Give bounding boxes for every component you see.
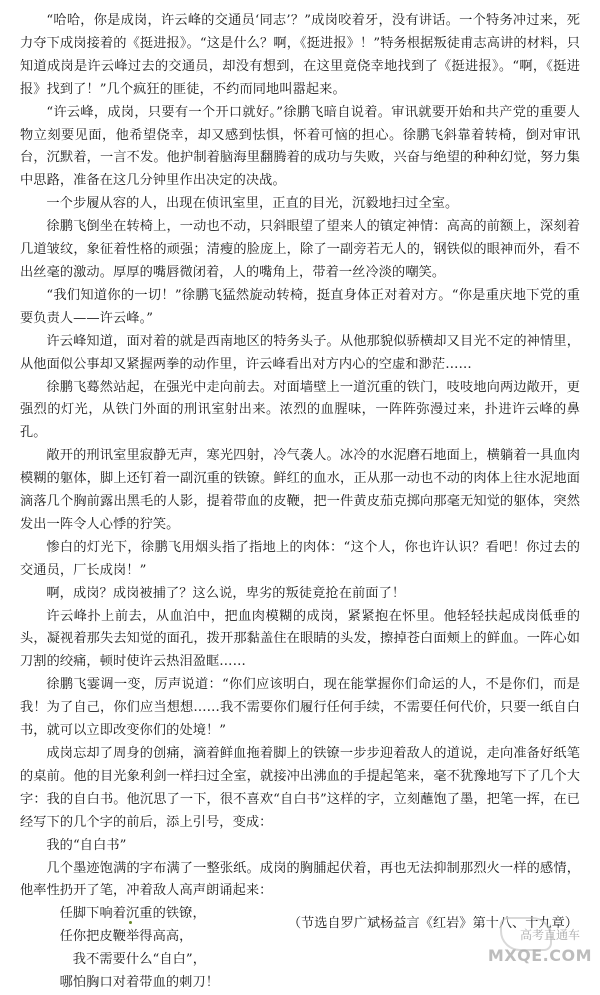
paragraph: 许云峰扑上前去，从血泊中，把血肉模糊的成岗，紧紧抱在怀里。他轻轻扶起成岗低垂的头，凝视着那失去知觉的面孔，拨开那黏盖住在眼睛的头发，擦掉苍白面颊上的鲜血。一阵心如刀割的绞痛，顿时使许云热泪盈眶…… bbox=[20, 608, 580, 670]
watermark-en-text: MXQE.COM bbox=[487, 946, 592, 965]
watermark-logo bbox=[482, 905, 592, 965]
paragraph: 成岗忘却了周身的创痛，滴着鲜血拖着脚上的铁镣一步步迎着敌人的道说，走向准备好纸笔的桌前。他的目光象利剑一样扫过全室，就接冲出沸血的手提起笔来，毫不犹豫地写下了几个大字：我的自白书。他沉思了一下，很不喜欢“自白书”这样的字，立刻蘸饱了墨，把笔一挥，在已经写下的几个字的前后，添上引号，变成： bbox=[20, 746, 580, 830]
poem-line: 哪怕胸口对着带血的刺刀！ bbox=[59, 975, 220, 991]
paragraph: 徐鹏飞倒坐在转椅上，一动也不动，只斜眼望了望来人的镇定神情：高高的前额上，深刻着几道皱纹，象征着性格的顽强；清瘦的脸庞上，除了一副旁若无人的，钢铁似的眼神而外，看不出丝毫的激动。厚厚的嘴唇微闭着，人的嘴角上，带着一丝冷淡的嘲笑。 bbox=[20, 219, 580, 280]
paragraph: 一个步履从容的人，出现在侦讯室里，正直的目光，沉毅地扫过全室。 bbox=[46, 196, 459, 212]
paragraph: 徐鹏飞蓦然站起，在强光中走向前去。对面墙壁上一道沉重的铁门，吱吱地向两边敞开，更强烈的灯光，从铁门外面的刑讯室射出来。浓烈的血腥味，一阵阵弥漫过来，扑进许云峰的鼻孔。 bbox=[20, 379, 580, 441]
poem-line: 任脚下响着沉重的铁镣， bbox=[59, 906, 206, 922]
poem-line: 我不需要什么“自白”， bbox=[72, 952, 207, 968]
paragraph-title-line: 我的“自白书” bbox=[46, 837, 127, 853]
poem-line: 任你把皮鞭举得高高， bbox=[59, 929, 193, 945]
paragraph: 几个墨迹饱满的字布满了一整张纸。成岗的胸脯起伏着，再也无法抑制那烈火一样的感情，他率性扔开了笔，冲着敌人高声朗诵起来： bbox=[20, 860, 580, 899]
paragraph: “许云峰，成岗，只要有一个开口就好。”徐鹏飞暗自说着。审讯就要开始和共产党的重要人物立刻要见面，他希望侥幸，却又感到怯惧，怀着可恼的担心。徐鹏飞斜靠着转椅，倒对审讯台，沉默着，一言不发。他护制着脑海里翻腾着的成功与失败，兴奋与绝望的种种幻觉，努力集中思路，准备在这几分钟里作出决定的决战。 bbox=[20, 104, 580, 189]
paragraph: 惨白的灯光下，徐鹏飞用烟头指了指地上的肉体：“这个人，你也许认识？看吧！你过去的交通员，厂长成岗！” bbox=[20, 539, 580, 578]
source-credit: （节选自罗广斌杨益言《红岩》第十八、十九章） bbox=[287, 915, 578, 930]
paragraph: 许云峰知道，面对着的就是西南地区的特务头子。从他那貌似骄横却又目光不定的神情里，从他面似公事却又紧握两拳的动作里，许云峰看出对方内心的空虚和渺茫…… bbox=[20, 333, 580, 372]
paragraph: 敞开的刑讯室里寂静无声，寒光四射，冷气袭人。冰冷的水泥磨石地面上，横躺着一具血肉模糊的躯体，脚上还钉着一副沉重的铁镣。鲜红的血水，正从那一动也不动的肉体上往水泥地面滴落几个胸前露出黑毛的人影，提着带血的皮鞭，把一件黄皮茄克掷向那毫无知觉的躯体，突然发出一阵令人心悸的狞笑。 bbox=[20, 448, 580, 532]
paragraph: “哈哈，你是成岗，许云峰的交通员‘同志’？”成岗咬着牙，没有讲话。一个特务冲过来，死力夺下成岗接着的《挺进报》。“这是什么？啊，《挺进报》！”特务根据叛徒甫志高讲的材料，只知道成岗是许云峰过去的交通员，却没有想到，在这里竟侥幸地找到了《挺进报》。“啊，《挺进报》找到了！”几个疯狂的匪徒，不约而同地叫嚣起来。 bbox=[20, 13, 580, 97]
paragraph: “我们知道你的一切！”徐鹏飞猛然旋动转椅，挺直身体正对着对方。“你是重庆地下党的重要负责人——许云峰。” bbox=[20, 287, 580, 326]
margin-dot bbox=[129, 921, 132, 924]
paragraph: 徐鹏飞霎调一变，厉声说道：“你们应该明白，现在能掌握你们命运的人，不是你们，而是我！为了自己，你们应当想想……我不需要你们履行任何手续，不需要任何代价，只要一纸自白书，就可以立即改变你们的处境！” bbox=[20, 677, 580, 739]
paragraph: 啊，成岗？成岗被捕了？这么说，卑劣的叛徒竟抢在前面了！ bbox=[46, 585, 406, 601]
watermark-cn-text: 高考直通车 bbox=[519, 928, 580, 942]
